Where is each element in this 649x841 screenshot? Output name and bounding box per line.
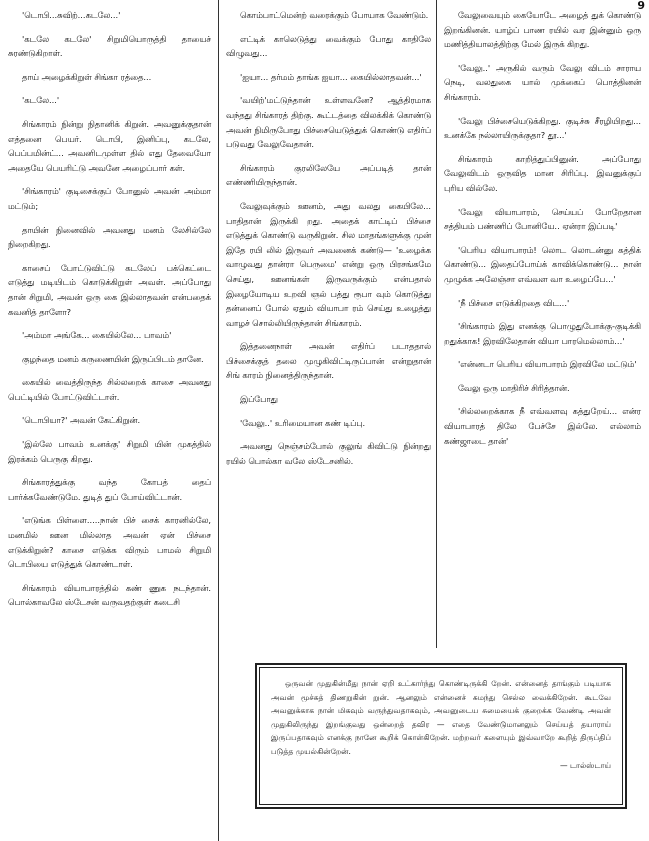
- paragraph: எட்டிக் காலெடுத்து வைக்கும் போது காதிலே விழுவது...: [226, 33, 431, 59]
- paragraph: 'டொபியா?' அவன் கேட்கிறுன்.: [22, 415, 141, 426]
- paragraph: சிங்காரம் குரலிலேயே அப்படித் தான் எண்ணியிருந்தான்.: [226, 162, 431, 188]
- paragraph: 'வேலு வியாபாரம், செய்யப் போறேதான சத்தியம் பண்ணிப் போனியே.. ஏன்ரா இப்படி': [444, 206, 641, 232]
- paragraph: சிங்காரம் வியாபாரத்தில் கண் ணுக நடந்தான். பொல்காவலே ஸ்டேசன் வருவதற்குள் கடைசி: [8, 582, 211, 608]
- page-number: 9: [637, 0, 645, 12]
- paragraph: சிங்காரத்துக்கு வந்த கோபத் தைப் பார்க்கவேண்டுமே. துடித் துப் போய்விட்டான்.: [8, 477, 211, 502]
- paragraph: இப்போது: [240, 394, 278, 405]
- paragraph: 'கடலே கடலே' சிறுமியொருத்தி தாயைச் சுரண்டுகிறாள்.: [8, 33, 211, 59]
- paragraph: 'அம்மா அங்கே... கையில்லே... பாவம்': [22, 330, 172, 341]
- paragraph: 'டொபி...சுவிற்...கடலே...': [22, 10, 121, 20]
- quote-box: [255, 663, 627, 809]
- paragraph: வேலுவையும் கையோடே அழைத் துக் கொண்டு இறங்கினன். யாழ்ப் பாண ரயில் வர இன்னும் ஒரு மணித்தியாலத்திற்கு மேல் இருக் கிறது.: [444, 10, 641, 50]
- paragraph: 'சில்லறைக்காக நீ எவ்வளவு கத்துறேய்... என்ர வியாபாரத் திலே பேச்சே இல்லே. எல்லாம் கண்ஜாடை தான்': [444, 406, 641, 446]
- paragraph: அவனது நெஞ்சம்போல் குலுங் கிவிட்டு நின்றது ரயில் பொல்கா வலே ஸ்டேசனில்.: [226, 441, 431, 466]
- paragraph: 'பெரிய வியாபாரம்! லொட லொடன்னு கத்திக் கொண்டு... இதைப்போய்க் காவிக்கொண்டு... நான் முழுக்க அலேஞ்சா எவ்வள வா உழைப்பே...': [444, 244, 641, 284]
- column-divider: [436, 0, 437, 648]
- paragraph: தாயின் நினைவில் அவனது மனம் லேசில்லே நிறைகிறது.: [8, 224, 211, 250]
- paragraph: 'எடுங்க பிள்ளை.....நான் பிச் சைக் காரனில்லே, மனமில் ஊன மில்லாத அவன் ஏன் பிச்சை எடுக்கிறுன்? காசை எடுக்க விரும் பாமல் சிறுமி டொபியை எடுத்துக் கொண்டாள்.: [8, 515, 211, 570]
- quote-text: ஒருவன் முதுகின்மீது நான் ஏறி உட்கார்ந்து கொண்டிருக்கி றேன். என்னைத் தாங்கும் படியாக அவன் மூச்சுத் திணறுகின் றுன். ஆனலும் என்னைச் சுமந்து செல்ல வைக்கிறேன். கூடவே அவனுக்காக நான் மிகவும் வருந்துவதாகவும், அவனுடைய சுமையைக் குறைக்க வேண்டி அவன் முதுகிலிருந்து இறங்குவது ஒன்றைத் தவிர — எதை வேண்டுமானலும் செய்யத் தயாராய் இருப்பதாகவும் எனக்கு நானே கூறிக் கொள்கிறேன். மற்றவர் களையும் இவ்வாறே கூறித் திருப்திப் படுத்த முயல்கின்றேன்.: [271, 679, 611, 756]
- paragraph: 'சிங்காரம் இது எனக்கு பொழுதுபோக்கு-குடிக்கி றதுக்காக! இரவிலேதான் வியா பாரமெல்லாம்...': [444, 321, 641, 346]
- quote-author: — டால்ஸ்டாய்: [559, 761, 611, 770]
- paragraph: 'சிங்காரம்' குடிசைக்குப் போனுல் அவன் அம்மா மட்டும்;: [8, 186, 211, 211]
- paragraph: 'என்னடா பெரிய வியாபாரம் இரவிலே மட்டும்': [458, 359, 637, 370]
- paragraph: வேலுவுக்கும் ஊனம், அது வலது கையிலே... பாதிதான் இருக்கி றது. அதைக் காட்டிப் பிச்சை எடுத்துக் கொண்டு வருகிறுன். சில மாதங்களுக்கு முன் இதே ரயி லில் இருவர் அவனைக் கண்டு— 'உழைக்க வாழுவது தான்ரா பெருமை' என்று ஒரு பிரசங்கமே செய்து, ஊனங்கள் இருவருக்கும் என்பதால் இழையோடிய உறவி ஞல் பத்து ரூபா வும் கொடுத்து தன்னைப் போல் ஏதும் வியாபா ரம் செய்து உழைத்து வாழச் சொல்லியிருந்தான் சிங்காரம்.: [226, 200, 431, 328]
- paragraph: கொம்பாட்மென்ற் வரைக்கும் போயாக வேண்டும்.: [240, 10, 429, 20]
- text-column-1: [8, 8, 211, 619]
- paragraph: தாய் அழைக்கிறுள் சிங்கா ரத்தை...: [22, 71, 152, 82]
- column-divider: [218, 0, 219, 841]
- paragraph: 'வேலு..' அருகில் வரும் வேலு விடம் சாராய நெடி, வலதுகை யால் முக்கைப் பொத்தினன் சிங்காரம்.: [444, 62, 641, 102]
- paragraph: 'வேலு..' உரிமையான கண் டிப்பு.: [240, 417, 366, 428]
- paragraph: சிங்காரம் காறித்துப்பினுன். அப்போது வேலுவிடம் ஒருவித மான சிரிப்பு. இவனுக்குப் புரிய வில்லே.: [444, 153, 641, 193]
- paragraph: 'இல்லே பாவம் உனக்கு' சிறுமி யின் முகத்தில் இரக்கம் பெருகு கிறது.: [8, 439, 211, 464]
- paragraph: சிங்காரம் நின்று நிதானிக் கிறுன். அவனுக்குதான் எத்தனை பெயர். டொபி, இனிப்பு, கடலே, பெப்பமின்ட்... அவனிடமுள்ள தில் எது தேவையோ அதையே பெயரிட்டு அவனே அழைப்பார் கள்.: [8, 118, 211, 173]
- paragraph: 'வேலு பிச்சையெடுக்கிறது. குடிச்சு சீரழியிறது... உனக்கே நல்லாயிருக்குதா? தூ...': [444, 115, 641, 141]
- paragraph: 'ஐயா... தர்மம் தாங்க ஐயா... கையில்லாதவன்...': [240, 71, 422, 82]
- paragraph: 'கடலே...': [22, 95, 60, 106]
- paragraph: காசைப் போட்டுவிட்டு கடலேப் பக்கெட்டை எடுத்து மடியிடம் கொடுக்கிறுள் அவள். அப்போது தான் சிறுமி, அவன் ஒரு கை இல்லாதவன் என்பதைக் கவனித் தாளோ?: [8, 262, 211, 317]
- paragraph: குழந்தை மனம் கருணையின் இருப்பிடம் தானே.: [22, 353, 204, 364]
- text-column-2: [226, 8, 431, 477]
- paragraph: 'நீ பிச்சை எடுக்கிறதை விட...': [458, 297, 570, 308]
- paragraph: கையில் வைத்திருந்த சில்லறைக் காசை அவனது பெட்டியில் போட்டுவிட்டாள்.: [8, 377, 211, 402]
- paragraph: 'வயிற்'மட்டுந்தான் உள்ளவனே? ஆத்திரமாக வந்தது சிங்காரத் திற்கு. கூட்டத்தை விலக்கிக் கொண்டு அவன் நிமிருபோது பிச்சையெடுத்துக் கொண்டு எதிர்ப் படுவது வேலுவேதான்.: [226, 95, 431, 150]
- text-column-3: [444, 8, 641, 457]
- paragraph: வேலு ஒரு மாதிரிச் சிரித்தான்.: [458, 382, 570, 393]
- paragraph: இத்தனைநாள் அவன் எதிர்ப் படாததால் பிச்சைக்குத் தலை முழுகிவிட்டிருப்பான் என்றுதான் சிங் காரம் நினைத்திருந்தான்.: [226, 341, 431, 381]
